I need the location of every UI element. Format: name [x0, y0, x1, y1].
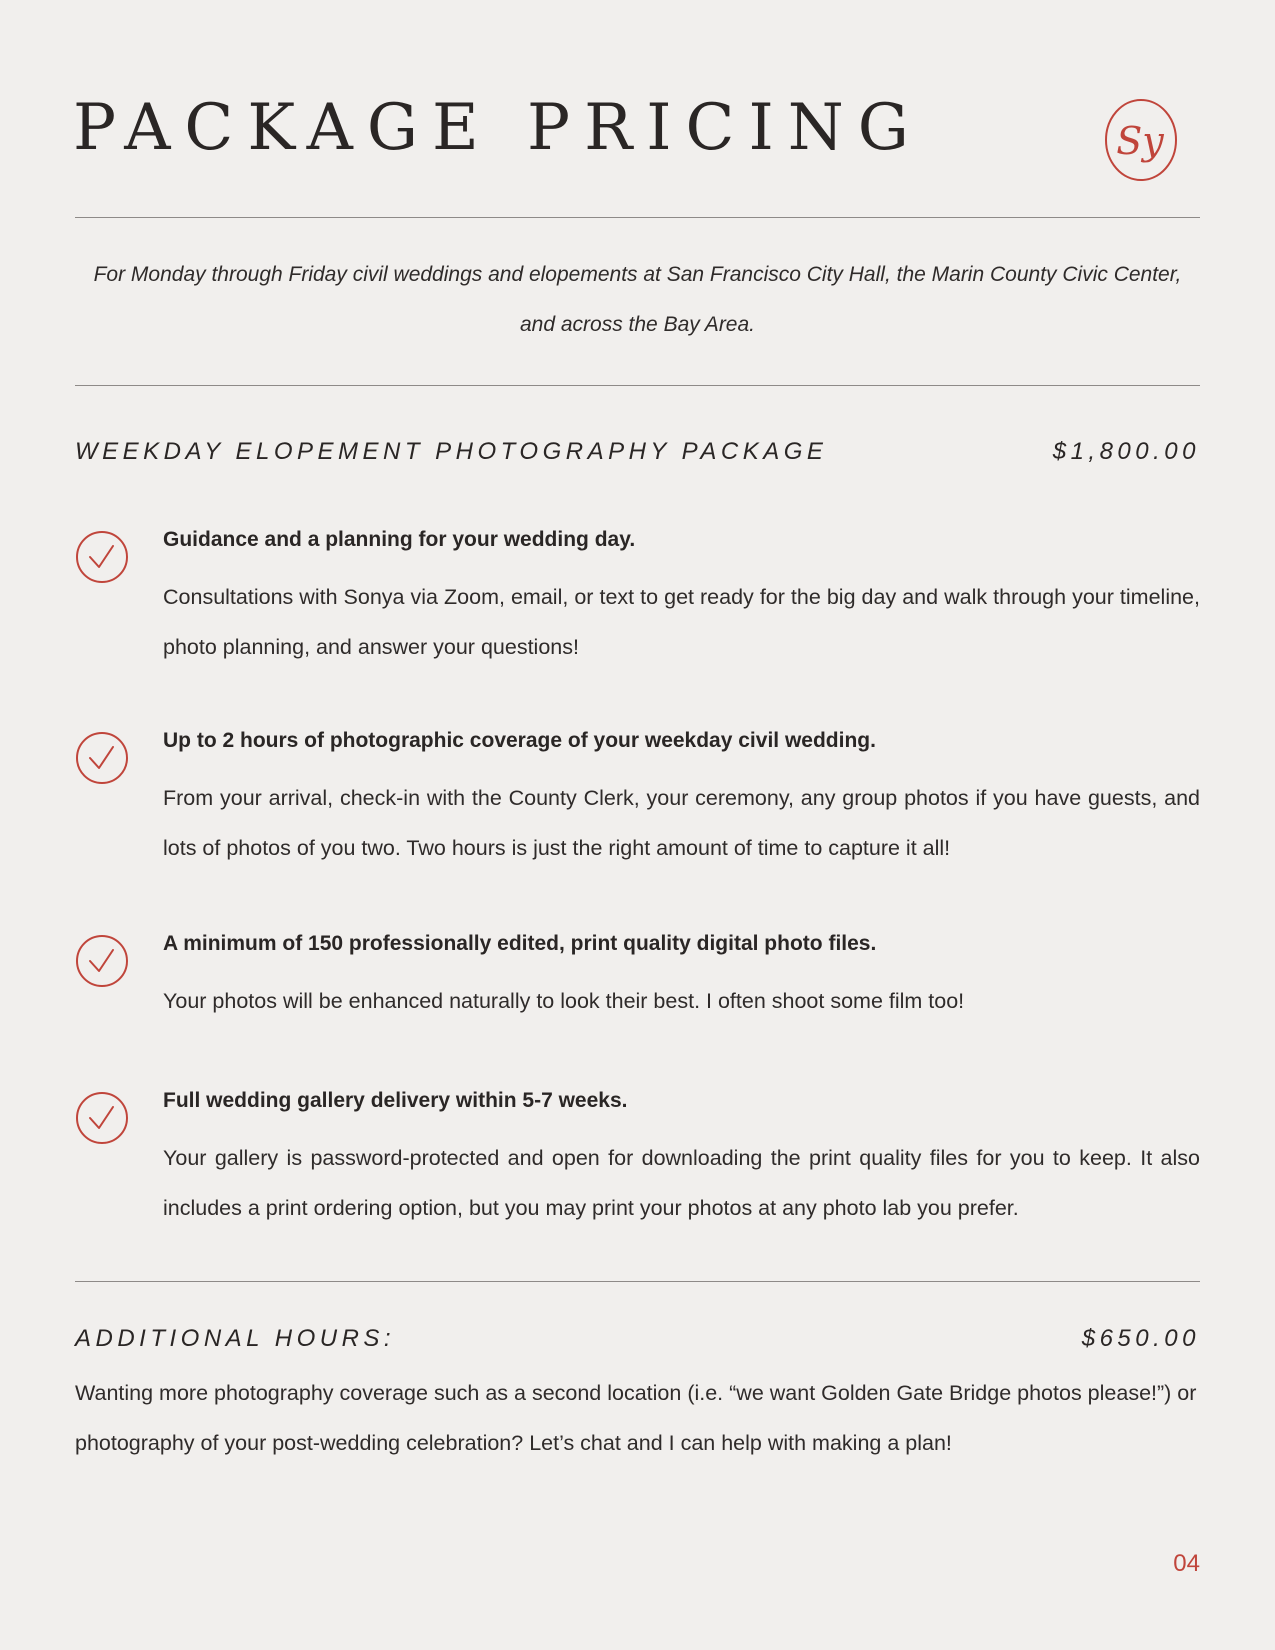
additional-hours-description: Wanting more photography coverage such as a second location (i.e. “we want Golden Gate Bridge photos please!”) or photography of your post-wedding celebration? Let’s chat and I can help with making a plan!: [75, 1381, 1197, 1455]
monogram-logo-icon: [1103, 98, 1179, 186]
package-name: WEEKDAY ELOPEMENT PHOTOGRAPHY PACKAGE: [75, 438, 828, 465]
circle-check-icon: [75, 731, 129, 785]
item-title: Up to 2 hours of photographic coverage of your weekday civil wedding.: [163, 729, 876, 752]
circle-check-icon: [75, 530, 129, 584]
item-title: A minimum of 150 professionally edited, print quality digital photo files.: [163, 932, 877, 955]
divider: [75, 385, 1200, 386]
item-title: Full wedding gallery delivery within 5-7 weeks.: [163, 1089, 628, 1112]
item-title: Guidance and a planning for your wedding day.: [163, 528, 636, 551]
package-price: $1,800.00: [1052, 438, 1200, 465]
page-number: 04: [1173, 1550, 1200, 1577]
circle-check-icon: [75, 934, 129, 988]
logo-text: Sy: [1116, 119, 1164, 163]
divider: [75, 217, 1200, 218]
circle-check-icon: [75, 1091, 129, 1145]
page-title: PACKAGE PRICING: [73, 91, 923, 165]
divider: [75, 1281, 1200, 1282]
additional-hours-label: ADDITIONAL HOURS:: [75, 1325, 396, 1352]
item-description: Your photos will be enhanced naturally to look their best. I often shoot some film too!: [163, 989, 965, 1013]
additional-hours-price: $650.00: [1081, 1325, 1200, 1352]
item-description: Consultations with Sonya via Zoom, email, or text to get ready for the big day and walk through your timeline, photo planning, and answer your questions!: [163, 585, 1200, 659]
item-description: Your gallery is password-protected and open for downloading the print quality files for you to keep. It also includes a print ordering option, but you may print your photos at any photo lab you prefer.: [163, 1146, 1200, 1220]
intro-text: For Monday through Friday civil weddings and elopements at San Francisco City Hall, the Marin County Civic Center, and across the Bay Area.: [93, 263, 1182, 336]
package-header: [75, 438, 1200, 466]
additional-hours-header: [75, 1325, 1200, 1353]
item-description: From your arrival, check-in with the County Clerk, your ceremony, any group photos if you have guests, and lots of photos of you two. Two hours is just the right amount of time to capture it all!: [163, 786, 1200, 860]
